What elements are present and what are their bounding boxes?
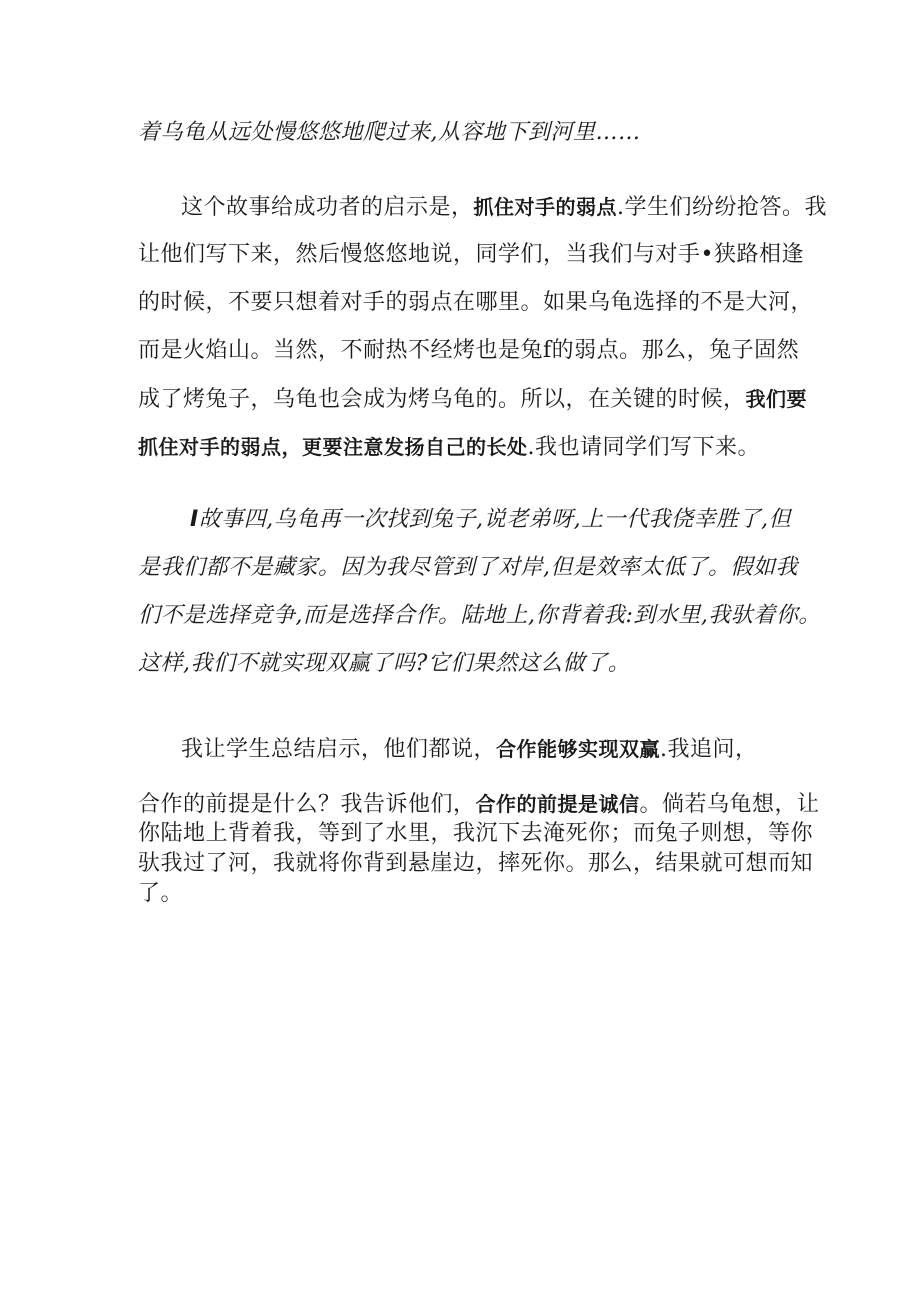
- paragraph-2-line-2: 让他们写下来，然后慢悠悠地说，同学们，当我们与对手•狭路相逢: [138, 242, 804, 267]
- paragraph-3-line-4: 这样,我们不就实现双赢了吗?它们果然这么做了。: [138, 651, 631, 676]
- paragraph-4-line-4: 驮我过了河，我就将你背到悬崖边，摔死你。那么，结果就可想而知: [138, 851, 814, 876]
- paragraph-2-line-4: 而是火焰山。当然，不耐热不经烤也是兔f的弱点。那么，兔子固然: [138, 338, 800, 363]
- paragraph-2-line-3: 的时候，不要只想着对手的弱点在哪里。如果乌龟选择的不是大河，: [138, 290, 814, 315]
- text-run: .我追问，: [660, 737, 758, 762]
- text-run: 我让学生总结启示，他们都说，: [181, 737, 497, 762]
- text-run: 这个故事给成功者的启示是，: [181, 195, 474, 220]
- emphasis-text: 抓住对手的弱点: [473, 195, 618, 219]
- paragraph-4-line-5: 了。: [138, 881, 184, 906]
- text-run: .我也请同学们写下来。: [527, 435, 760, 460]
- paragraph-1-line-1: 着乌龟从远处慢悠悠地爬过来,从容地下到河里……: [138, 120, 641, 145]
- paragraph-2-line-1: [181, 192, 827, 223]
- text-run: 。倘若乌龟想，让: [639, 792, 820, 817]
- paragraph-3-line-3: 们不是选择竞争,而是选择合作。陆地上,你背着我:到水里,我驮着你。: [138, 603, 821, 628]
- emphasis-text: 合作能够实现双赢: [496, 737, 661, 761]
- paragraph-4-line-2: [138, 789, 820, 820]
- paragraph-4-line-3: 你陆地上背着我，等到了水里，我沉下去淹死你；而兔子则想，等你: [138, 821, 814, 846]
- text-run: 成了烤兔子，乌龟也会成为烤乌龟的。所以，在关键的时候，: [138, 387, 746, 412]
- stray-mark: I: [190, 507, 199, 532]
- paragraph-2-line-5: [138, 384, 807, 415]
- emphasis-text: 合作的前提是诚信: [475, 792, 640, 816]
- paragraph-2-line-6: [138, 432, 760, 463]
- paragraph-3-line-1: [190, 505, 791, 535]
- emphasis-text: 我们要: [745, 387, 808, 411]
- paragraph-3-line-2: 是我们都不是藏家。因为我尽管到了对岸,但是效率太低了。假如我: [138, 555, 798, 580]
- text-run: .学生们纷纷抢答。我: [617, 195, 828, 220]
- text-run: 合作的前提是什么？我告诉他们，: [138, 792, 476, 817]
- paragraph-4-line-1: [181, 734, 758, 765]
- text-run: 故事四,乌龟再一次找到兔子,说老弟呀,上一代我侥幸胜了,但: [198, 507, 792, 532]
- emphasis-text: 抓住对手的弱点，更要注意发扬自己的长处: [138, 435, 528, 459]
